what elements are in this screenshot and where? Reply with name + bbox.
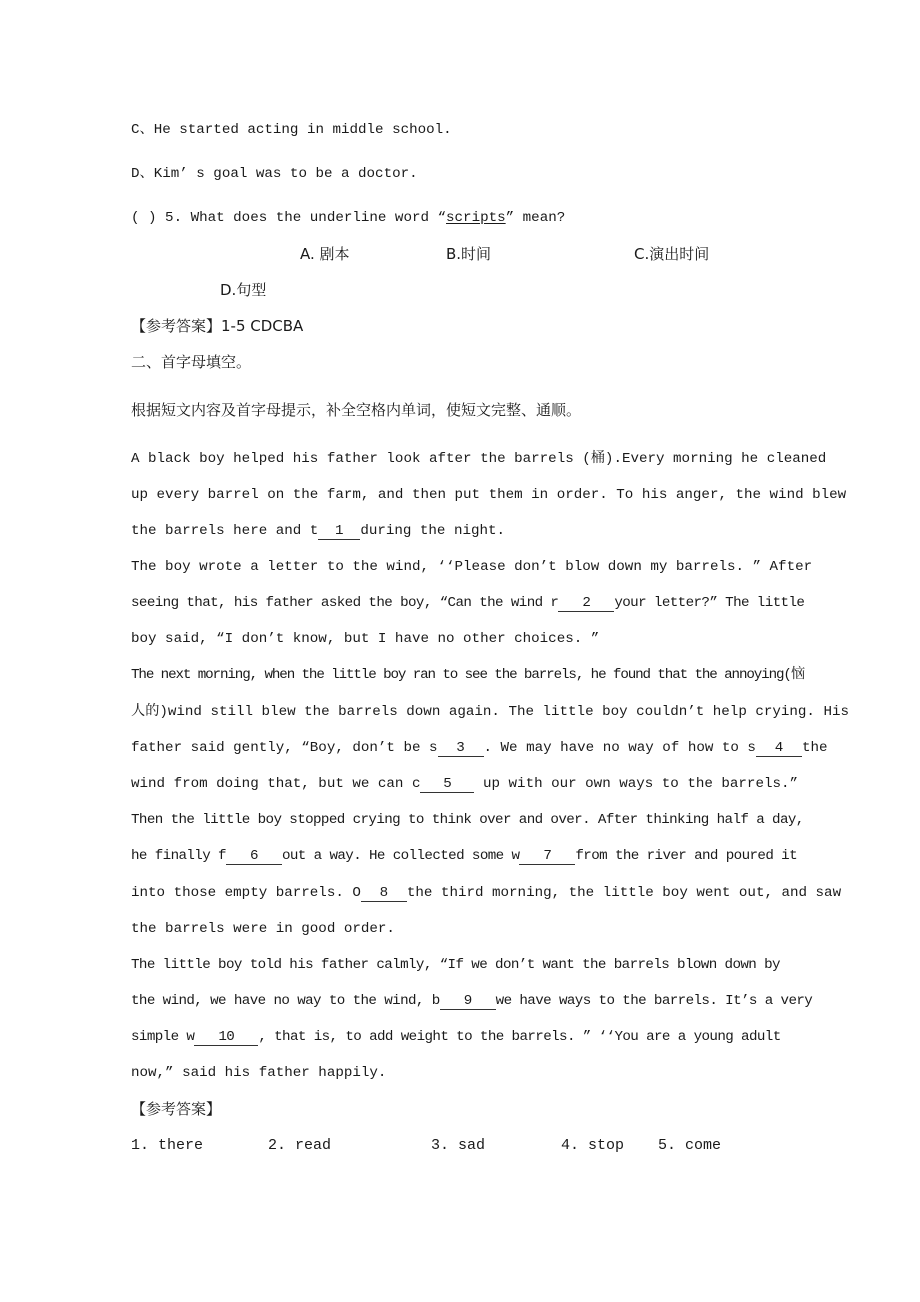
passage-text: from the river and poured it [575,848,797,864]
passage-line [131,1028,781,1046]
passage-line [131,847,797,865]
blank-9: 9 [440,994,496,1010]
section1-answer-key: 【参考答案】1-5 CDCBA [131,317,304,335]
blank-7: 7 [519,849,575,865]
question-5 [131,209,565,227]
passage-text: up with our own ways to the barrels.” [474,776,799,792]
question-5-prefix: 5. What does the underline word “ [156,210,447,226]
passage-line: The next morning, when the little boy ran to see the barrels, he found that the annoying(恼 [131,667,804,683]
passage-text: father said gently, “Boy, don’t be s [131,740,438,756]
passage-text: simple w [131,1029,195,1045]
passage-text: into those empty barrels. O [131,885,361,901]
passage-line: up every barrel on the farm, and then put them in order. To his anger, the wind blew [131,487,847,503]
section2-heading: 二、首字母填空。 [131,353,252,371]
passage-text: during the night. [360,523,506,539]
passage-line [131,594,804,612]
answer-item: 2. read [268,1137,332,1154]
blank-2: 2 [558,596,614,612]
passage-line [131,522,505,540]
passage-line: A black boy helped his father look after the barrels (桶).Every morning he cleaned [131,451,827,467]
passage-text: your letter?” The little [614,595,805,611]
passage-line: The little boy told his father calmly, “If we don’t want the barrels blown down by [131,957,780,973]
passage-line: 人的)wind still blew the barrels down again. The little boy couldn’t help crying. His [131,704,849,720]
blank-6: 6 [226,849,282,865]
passage-line: now,” said his father happily. [131,1065,387,1081]
passage-line [131,739,828,757]
passage-text: the wind, we have no way to the wind, b [131,993,440,1009]
passage-text: , that is, to add weight to the barrels. ” ‘‘You are a young adult [258,1029,781,1045]
passage-line [131,884,841,902]
passage-text: . We may have no way of how to s [483,740,756,756]
blank-5: 5 [420,777,474,793]
passage-text: the [801,740,828,756]
answer-item: 4. stop [561,1137,625,1154]
q5-option-c: C.演出时间 [634,245,710,263]
option-c: C、He started acting in middle school. [131,122,452,138]
answer-paren: ( ) [131,210,157,226]
passage-line [131,992,812,1010]
blank-8: 8 [361,886,407,902]
section2-instruction: 根据短文内容及首字母提示，补全空格内单词，使短文完整、通顺。 [131,401,582,419]
passage-text: wind from doing that, but we can c [131,776,421,792]
passage-text: we have ways to the barrels. It’s a very [495,993,813,1009]
q5-option-b: B.时间 [446,245,492,263]
blank-1: 1 [318,524,360,540]
passage-text: the barrels here and t [131,523,319,539]
q5-option-a: A. 剧本 [300,245,350,263]
underlined-word: scripts [446,210,506,226]
blank-4: 4 [756,741,802,757]
q5-option-d: D.句型 [220,281,267,299]
answer-item: 5. come [658,1137,722,1154]
passage-text: seeing that, his father asked the boy, “Can the wind r [131,595,559,611]
blank-10: 10 [194,1030,258,1046]
passage-line: The boy wrote a letter to the wind, ‘‘Please don’t blow down my barrels. ” After [131,559,813,575]
option-d: D、Kim’ s goal was to be a doctor. [131,166,418,182]
section2-answer-heading: 【参考答案】 [131,1100,222,1118]
answer-item: 3. sad [431,1137,486,1154]
passage-line: Then the little boy stopped crying to think over and over. After thinking half a day, [131,812,804,828]
passage-line: boy said, “I don’t know, but I have no other choices. ” [131,631,600,647]
passage-line: the barrels were in good order. [131,921,395,937]
passage-text: out a way. He collected some w [281,848,520,864]
passage-text: he finally f [131,848,226,864]
question-5-suffix: ” mean? [505,210,566,226]
passage-line [131,775,798,793]
blank-3: 3 [438,741,484,757]
answer-item: 1. there [131,1137,204,1154]
passage-text: the third morning, the little boy went out, and saw [406,885,842,901]
